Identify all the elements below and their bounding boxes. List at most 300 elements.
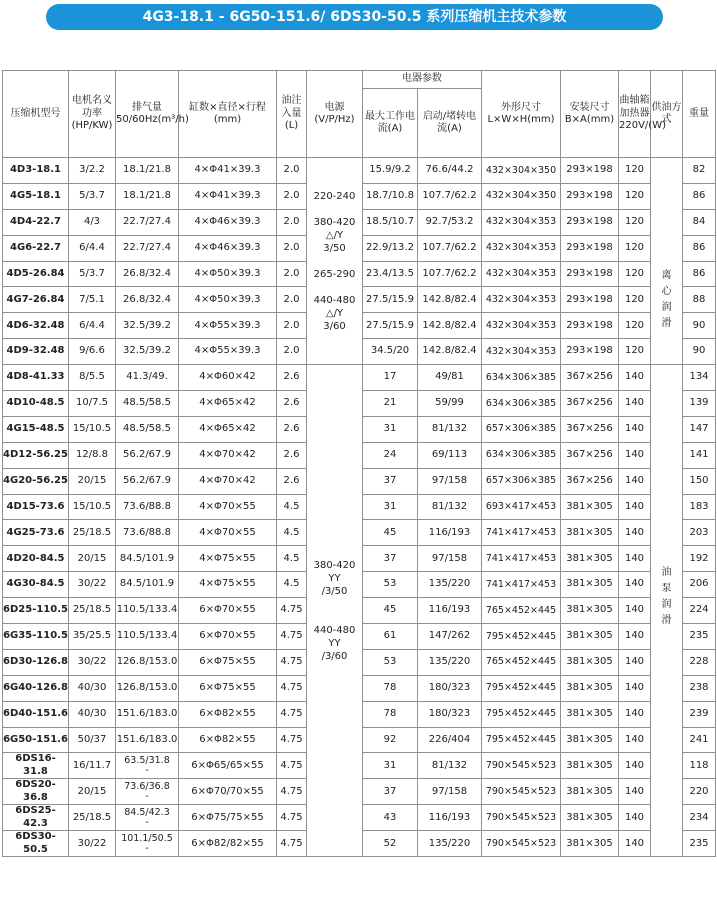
cell-weight: 220 bbox=[683, 779, 716, 805]
cell-max-current: 61 bbox=[363, 624, 418, 650]
cell-displacement: 84.5/101.9 bbox=[116, 546, 179, 572]
cell-mount: 381×305 bbox=[561, 649, 619, 675]
cell-start-current: 81/132 bbox=[418, 494, 482, 520]
cell-cylinders: 6×Φ82×55 bbox=[179, 727, 277, 753]
cell-weight: 235 bbox=[683, 624, 716, 650]
cell-weight: 241 bbox=[683, 727, 716, 753]
cell-dimensions: 657×306×385 bbox=[482, 468, 561, 494]
header-cylinders: 缸数×直径×行程(mm) bbox=[179, 71, 277, 158]
cell-motor-power: 50/37 bbox=[69, 727, 116, 753]
cell-start-current: 107.7/62.2 bbox=[418, 235, 482, 261]
cell-weight: 239 bbox=[683, 701, 716, 727]
cell-model: 4D3-18.1 bbox=[3, 158, 69, 184]
cell-motor-power: 4/3 bbox=[69, 209, 116, 235]
cell-mount: 381×305 bbox=[561, 624, 619, 650]
cell-weight: 134 bbox=[683, 365, 716, 391]
cell-oil-charge: 4.75 bbox=[277, 805, 307, 831]
cell-start-current: 180/323 bbox=[418, 675, 482, 701]
cell-cylinders: 6×Φ65/65×55 bbox=[179, 753, 277, 779]
cell-motor-power: 20/15 bbox=[69, 468, 116, 494]
cell-dimensions: 432×304×350 bbox=[482, 158, 561, 184]
cell-heater: 140 bbox=[619, 468, 651, 494]
cell-motor-power: 20/15 bbox=[69, 779, 116, 805]
cell-dimensions: 795×452×445 bbox=[482, 701, 561, 727]
cell-max-current: 27.5/15.9 bbox=[363, 287, 418, 313]
cell-oil-charge: 4.75 bbox=[277, 779, 307, 805]
header-model: 压缩机型号 bbox=[3, 71, 69, 158]
cell-heater: 140 bbox=[619, 624, 651, 650]
cell-dimensions: 795×452×445 bbox=[482, 624, 561, 650]
table-row bbox=[3, 365, 716, 391]
cell-dimensions: 432×304×350 bbox=[482, 183, 561, 209]
cell-heater: 140 bbox=[619, 598, 651, 624]
cell-motor-power: 6/4.4 bbox=[69, 313, 116, 339]
header-max-current: 最大工作电流(A) bbox=[363, 89, 418, 158]
cell-displacement-text: 101.1/50.5 - bbox=[121, 832, 173, 854]
cell-start-current: 142.8/82.4 bbox=[418, 339, 482, 365]
cell-motor-power: 3/2.2 bbox=[69, 158, 116, 184]
cell-max-current: 45 bbox=[363, 598, 418, 624]
cell-cylinders: 4×Φ50×39.3 bbox=[179, 261, 277, 287]
cell-power-supply: 220-240 380-420 △/Y 3/50 265-290 440-480 △/Y 3/60 bbox=[307, 158, 363, 365]
cell-motor-power: 15/10.5 bbox=[69, 416, 116, 442]
cell-dimensions: 693×417×453 bbox=[482, 494, 561, 520]
cell-model: 6DS16-31.8 bbox=[3, 753, 69, 779]
cell-heater: 140 bbox=[619, 831, 651, 857]
cell-dimensions: 790×545×523 bbox=[482, 779, 561, 805]
header-displacement: 排气量50/60Hz(m³/h) bbox=[116, 71, 179, 158]
cell-model: 6DS20-36.8 bbox=[3, 779, 69, 805]
cell-model: 4G15-48.5 bbox=[3, 416, 69, 442]
cell-max-current: 31 bbox=[363, 494, 418, 520]
cell-weight: 86 bbox=[683, 235, 716, 261]
cell-oil-charge: 4.75 bbox=[277, 701, 307, 727]
cell-displacement: 56.2/67.9 bbox=[116, 468, 179, 494]
cell-cylinders: 4×Φ70×55 bbox=[179, 520, 277, 546]
cell-cylinders: 4×Φ50×39.3 bbox=[179, 287, 277, 313]
cell-displacement bbox=[116, 831, 179, 857]
cell-motor-power: 40/30 bbox=[69, 701, 116, 727]
cell-cylinders: 6×Φ75/75×55 bbox=[179, 805, 277, 831]
cell-mount: 381×305 bbox=[561, 546, 619, 572]
header-power-supply: 电源(V/P/Hz) bbox=[307, 71, 363, 158]
cell-heater: 140 bbox=[619, 494, 651, 520]
cell-model: 6DS30-50.5 bbox=[3, 831, 69, 857]
title-banner: 4G3-18.1 - 6G50-151.6/ 6DS30-50.5 系列压缩机主技术参数 bbox=[46, 4, 663, 30]
cell-max-current: 24 bbox=[363, 442, 418, 468]
cell-model: 6D25-110.5 bbox=[3, 598, 69, 624]
cell-weight: 203 bbox=[683, 520, 716, 546]
cell-dimensions: 765×452×445 bbox=[482, 649, 561, 675]
cell-displacement: 22.7/27.4 bbox=[116, 235, 179, 261]
cell-displacement-text: 84.5/42.3 - bbox=[124, 806, 170, 828]
cell-max-current: 53 bbox=[363, 649, 418, 675]
cell-oil-charge: 4.75 bbox=[277, 675, 307, 701]
cell-oil-charge: 2.0 bbox=[277, 313, 307, 339]
cell-heater: 140 bbox=[619, 416, 651, 442]
cell-motor-power: 30/22 bbox=[69, 572, 116, 598]
cell-max-current: 78 bbox=[363, 675, 418, 701]
cell-max-current: 45 bbox=[363, 520, 418, 546]
header-weight: 重量 bbox=[683, 71, 716, 158]
oil-supply-text: 离心润滑 bbox=[661, 270, 672, 329]
cell-motor-power: 8/5.5 bbox=[69, 365, 116, 391]
cell-motor-power: 10/7.5 bbox=[69, 391, 116, 417]
cell-displacement: 22.7/27.4 bbox=[116, 209, 179, 235]
cell-start-current: 97/158 bbox=[418, 779, 482, 805]
cell-displacement: 151.6/183.0 bbox=[116, 701, 179, 727]
cell-weight: 150 bbox=[683, 468, 716, 494]
cell-oil-charge: 2.6 bbox=[277, 365, 307, 391]
cell-dimensions: 432×304×353 bbox=[482, 313, 561, 339]
cell-displacement: 73.6/88.8 bbox=[116, 520, 179, 546]
cell-max-current: 53 bbox=[363, 572, 418, 598]
cell-heater: 140 bbox=[619, 779, 651, 805]
cell-max-current: 92 bbox=[363, 727, 418, 753]
cell-displacement bbox=[116, 805, 179, 831]
header-start-current: 启动/堵转电流(A) bbox=[418, 89, 482, 158]
cell-max-current: 18.5/10.7 bbox=[363, 209, 418, 235]
cell-displacement: 18.1/21.8 bbox=[116, 183, 179, 209]
cell-oil-charge: 2.6 bbox=[277, 468, 307, 494]
cell-start-current: 135/220 bbox=[418, 572, 482, 598]
cell-heater: 140 bbox=[619, 442, 651, 468]
cell-cylinders: 4×Φ70×42 bbox=[179, 468, 277, 494]
cell-oil-charge: 2.6 bbox=[277, 442, 307, 468]
cell-displacement-text: 63.5/31.8 - bbox=[124, 754, 170, 776]
cell-max-current: 43 bbox=[363, 805, 418, 831]
cell-displacement: 32.5/39.2 bbox=[116, 313, 179, 339]
cell-motor-power: 5/3.7 bbox=[69, 261, 116, 287]
cell-cylinders: 4×Φ41×39.3 bbox=[179, 183, 277, 209]
cell-mount: 367×256 bbox=[561, 442, 619, 468]
cell-model: 4D8-41.33 bbox=[3, 365, 69, 391]
cell-mount: 367×256 bbox=[561, 365, 619, 391]
cell-heater: 120 bbox=[619, 209, 651, 235]
cell-displacement-text: 73.6/36.8 - bbox=[124, 780, 170, 802]
header-motor-power: 电机名义功率(HP/KW) bbox=[69, 71, 116, 158]
cell-mount: 381×305 bbox=[561, 572, 619, 598]
cell-weight: 224 bbox=[683, 598, 716, 624]
cell-heater: 140 bbox=[619, 727, 651, 753]
cell-displacement: 48.5/58.5 bbox=[116, 391, 179, 417]
cell-dimensions: 790×545×523 bbox=[482, 831, 561, 857]
cell-heater: 140 bbox=[619, 572, 651, 598]
cell-motor-power: 16/11.7 bbox=[69, 753, 116, 779]
cell-weight: 90 bbox=[683, 313, 716, 339]
cell-mount: 381×305 bbox=[561, 675, 619, 701]
cell-dimensions: 432×304×353 bbox=[482, 287, 561, 313]
cell-heater: 140 bbox=[619, 805, 651, 831]
cell-dimensions: 795×452×445 bbox=[482, 675, 561, 701]
cell-displacement: 41.3/49. bbox=[116, 365, 179, 391]
cell-model: 6D40-151.6 bbox=[3, 701, 69, 727]
cell-mount: 293×198 bbox=[561, 235, 619, 261]
cell-displacement: 56.2/67.9 bbox=[116, 442, 179, 468]
cell-dimensions: 790×545×523 bbox=[482, 753, 561, 779]
cell-oil-charge: 4.75 bbox=[277, 753, 307, 779]
cell-cylinders: 4×Φ65×42 bbox=[179, 391, 277, 417]
cell-mount: 381×305 bbox=[561, 494, 619, 520]
cell-displacement: 32.5/39.2 bbox=[116, 339, 179, 365]
cell-motor-power: 40/30 bbox=[69, 675, 116, 701]
cell-heater: 140 bbox=[619, 701, 651, 727]
cell-motor-power: 20/15 bbox=[69, 546, 116, 572]
cell-mount: 293×198 bbox=[561, 209, 619, 235]
cell-model: 4D6-32.48 bbox=[3, 313, 69, 339]
cell-power-supply: 380-420 YY /3/50 440-480 YY /3/60 bbox=[307, 365, 363, 857]
cell-motor-power: 9/6.6 bbox=[69, 339, 116, 365]
cell-start-current: 107.7/62.2 bbox=[418, 183, 482, 209]
cell-displacement bbox=[116, 779, 179, 805]
cell-max-current: 31 bbox=[363, 416, 418, 442]
cell-start-current: 81/132 bbox=[418, 416, 482, 442]
header-mount: 安装尺寸B×A(mm) bbox=[561, 71, 619, 158]
cell-cylinders: 4×Φ75×55 bbox=[179, 546, 277, 572]
cell-oil-charge: 2.0 bbox=[277, 158, 307, 184]
cell-cylinders: 4×Φ41×39.3 bbox=[179, 158, 277, 184]
cell-model: 4G20-56.25 bbox=[3, 468, 69, 494]
cell-mount: 381×305 bbox=[561, 753, 619, 779]
cell-mount: 381×305 bbox=[561, 805, 619, 831]
cell-start-current: 135/220 bbox=[418, 649, 482, 675]
cell-heater: 140 bbox=[619, 546, 651, 572]
cell-mount: 367×256 bbox=[561, 468, 619, 494]
cell-start-current: 116/193 bbox=[418, 598, 482, 624]
cell-oil-charge: 4.5 bbox=[277, 572, 307, 598]
cell-model: 4G25-73.6 bbox=[3, 520, 69, 546]
cell-mount: 293×198 bbox=[561, 339, 619, 365]
cell-heater: 120 bbox=[619, 261, 651, 287]
cell-max-current: 37 bbox=[363, 779, 418, 805]
cell-dimensions: 657×306×385 bbox=[482, 416, 561, 442]
cell-displacement: 48.5/58.5 bbox=[116, 416, 179, 442]
cell-dimensions: 432×304×353 bbox=[482, 209, 561, 235]
cell-weight: 183 bbox=[683, 494, 716, 520]
cell-cylinders: 6×Φ70/70×55 bbox=[179, 779, 277, 805]
cell-max-current: 78 bbox=[363, 701, 418, 727]
cell-weight: 139 bbox=[683, 391, 716, 417]
cell-start-current: 142.8/82.4 bbox=[418, 287, 482, 313]
cell-cylinders: 6×Φ75×55 bbox=[179, 675, 277, 701]
cell-heater: 140 bbox=[619, 365, 651, 391]
header-oil-charge: 油注入量(L) bbox=[277, 71, 307, 158]
cell-start-current: 180/323 bbox=[418, 701, 482, 727]
cell-displacement: 26.8/32.4 bbox=[116, 287, 179, 313]
cell-cylinders: 4×Φ46×39.3 bbox=[179, 235, 277, 261]
cell-oil-charge: 4.5 bbox=[277, 546, 307, 572]
cell-oil-charge: 2.6 bbox=[277, 391, 307, 417]
cell-max-current: 23.4/13.5 bbox=[363, 261, 418, 287]
cell-cylinders: 6×Φ82/82×55 bbox=[179, 831, 277, 857]
cell-start-current: 69/113 bbox=[418, 442, 482, 468]
cell-mount: 293×198 bbox=[561, 287, 619, 313]
cell-max-current: 34.5/20 bbox=[363, 339, 418, 365]
cell-dimensions: 634×306×385 bbox=[482, 391, 561, 417]
cell-weight: 90 bbox=[683, 339, 716, 365]
cell-displacement: 126.8/153.0 bbox=[116, 649, 179, 675]
cell-model: 4D5-26.84 bbox=[3, 261, 69, 287]
header-heater: 曲轴箱加热器220V/(W) bbox=[619, 71, 651, 158]
cell-model: 4D15-73.6 bbox=[3, 494, 69, 520]
cell-mount: 293×198 bbox=[561, 158, 619, 184]
cell-cylinders: 4×Φ60×42 bbox=[179, 365, 277, 391]
cell-model: 6G35-110.5 bbox=[3, 624, 69, 650]
cell-displacement: 110.5/133.4 bbox=[116, 598, 179, 624]
cell-oil-charge: 4.75 bbox=[277, 598, 307, 624]
cell-max-current: 37 bbox=[363, 468, 418, 494]
oil-supply-text: 油泵润滑 bbox=[661, 567, 672, 627]
cell-heater: 120 bbox=[619, 235, 651, 261]
cell-motor-power: 7/5.1 bbox=[69, 287, 116, 313]
cell-weight: 82 bbox=[683, 158, 716, 184]
cell-dimensions: 634×306×385 bbox=[482, 365, 561, 391]
cell-oil-charge: 4.75 bbox=[277, 649, 307, 675]
cell-max-current: 17 bbox=[363, 365, 418, 391]
cell-motor-power: 30/22 bbox=[69, 831, 116, 857]
cell-motor-power: 6/4.4 bbox=[69, 235, 116, 261]
cell-cylinders: 6×Φ70×55 bbox=[179, 624, 277, 650]
cell-heater: 120 bbox=[619, 287, 651, 313]
cell-weight: 147 bbox=[683, 416, 716, 442]
cell-heater: 140 bbox=[619, 391, 651, 417]
cell-weight: 234 bbox=[683, 805, 716, 831]
cell-oil-charge: 4.5 bbox=[277, 520, 307, 546]
cell-dimensions: 741×417×453 bbox=[482, 546, 561, 572]
cell-dimensions: 432×304×353 bbox=[482, 235, 561, 261]
cell-cylinders: 4×Φ65×42 bbox=[179, 416, 277, 442]
cell-dimensions: 634×306×385 bbox=[482, 442, 561, 468]
cell-mount: 367×256 bbox=[561, 391, 619, 417]
cell-dimensions: 741×417×453 bbox=[482, 572, 561, 598]
cell-oil-charge: 4.5 bbox=[277, 494, 307, 520]
cell-weight: 228 bbox=[683, 649, 716, 675]
cell-weight: 238 bbox=[683, 675, 716, 701]
cell-mount: 381×305 bbox=[561, 701, 619, 727]
cell-oil-charge: 2.0 bbox=[277, 235, 307, 261]
cell-model: 6G40-126.8 bbox=[3, 675, 69, 701]
cell-start-current: 116/193 bbox=[418, 520, 482, 546]
cell-model: 4D9-32.48 bbox=[3, 339, 69, 365]
cell-mount: 381×305 bbox=[561, 598, 619, 624]
cell-model: 4G6-22.7 bbox=[3, 235, 69, 261]
cell-model: 4G5-18.1 bbox=[3, 183, 69, 209]
cell-dimensions: 432×304×353 bbox=[482, 339, 561, 365]
cell-start-current: 97/158 bbox=[418, 546, 482, 572]
cell-dimensions: 741×417×453 bbox=[482, 520, 561, 546]
cell-mount: 367×256 bbox=[561, 416, 619, 442]
cell-cylinders: 4×Φ70×42 bbox=[179, 442, 277, 468]
cell-heater: 140 bbox=[619, 675, 651, 701]
cell-dimensions: 765×452×445 bbox=[482, 598, 561, 624]
cell-displacement: 18.1/21.8 bbox=[116, 158, 179, 184]
cell-motor-power: 25/18.5 bbox=[69, 520, 116, 546]
cell-motor-power: 5/3.7 bbox=[69, 183, 116, 209]
cell-motor-power: 30/22 bbox=[69, 649, 116, 675]
cell-max-current: 37 bbox=[363, 546, 418, 572]
cell-oil-charge: 2.0 bbox=[277, 209, 307, 235]
cell-heater: 120 bbox=[619, 183, 651, 209]
cell-cylinders: 4×Φ55×39.3 bbox=[179, 313, 277, 339]
cell-heater: 120 bbox=[619, 313, 651, 339]
cell-start-current: 81/132 bbox=[418, 753, 482, 779]
cell-oil-charge: 2.6 bbox=[277, 416, 307, 442]
cell-start-current: 97/158 bbox=[418, 468, 482, 494]
cell-mount: 381×305 bbox=[561, 520, 619, 546]
cell-start-current: 59/99 bbox=[418, 391, 482, 417]
cell-model: 6DS25-42.3 bbox=[3, 805, 69, 831]
cell-motor-power: 15/10.5 bbox=[69, 494, 116, 520]
cell-mount: 381×305 bbox=[561, 727, 619, 753]
cell-heater: 120 bbox=[619, 339, 651, 365]
cell-start-current: 142.8/82.4 bbox=[418, 313, 482, 339]
cell-model: 4D4-22.7 bbox=[3, 209, 69, 235]
cell-heater: 140 bbox=[619, 753, 651, 779]
cell-cylinders: 4×Φ75×55 bbox=[179, 572, 277, 598]
cell-displacement: 126.8/153.0 bbox=[116, 675, 179, 701]
cell-max-current: 15.9/9.2 bbox=[363, 158, 418, 184]
header-oil-supply: 供油方式 bbox=[651, 71, 683, 158]
cell-weight: 86 bbox=[683, 183, 716, 209]
cell-start-current: 49/81 bbox=[418, 365, 482, 391]
cell-model: 4G7-26.84 bbox=[3, 287, 69, 313]
cell-weight: 118 bbox=[683, 753, 716, 779]
cell-weight: 192 bbox=[683, 546, 716, 572]
cell-weight: 88 bbox=[683, 287, 716, 313]
header-electrical: 电器参数 bbox=[363, 71, 482, 89]
cell-motor-power: 25/18.5 bbox=[69, 598, 116, 624]
cell-oil-charge: 2.0 bbox=[277, 261, 307, 287]
cell-oil-supply bbox=[651, 158, 683, 365]
cell-cylinders: 6×Φ70×55 bbox=[179, 598, 277, 624]
cell-cylinders: 6×Φ75×55 bbox=[179, 649, 277, 675]
cell-oil-charge: 2.0 bbox=[277, 339, 307, 365]
cell-cylinders: 4×Φ55×39.3 bbox=[179, 339, 277, 365]
cell-dimensions: 790×545×523 bbox=[482, 805, 561, 831]
cell-max-current: 31 bbox=[363, 753, 418, 779]
cell-weight: 235 bbox=[683, 831, 716, 857]
spec-table bbox=[2, 70, 716, 857]
cell-displacement: 110.5/133.4 bbox=[116, 624, 179, 650]
cell-start-current: 135/220 bbox=[418, 831, 482, 857]
cell-start-current: 107.7/62.2 bbox=[418, 261, 482, 287]
cell-start-current: 147/262 bbox=[418, 624, 482, 650]
cell-model: 4D12-56.25 bbox=[3, 442, 69, 468]
cell-displacement bbox=[116, 753, 179, 779]
cell-model: 4G30-84.5 bbox=[3, 572, 69, 598]
cell-oil-charge: 4.75 bbox=[277, 831, 307, 857]
cell-start-current: 76.6/44.2 bbox=[418, 158, 482, 184]
cell-mount: 381×305 bbox=[561, 779, 619, 805]
cell-max-current: 18.7/10.8 bbox=[363, 183, 418, 209]
cell-weight: 141 bbox=[683, 442, 716, 468]
cell-displacement: 26.8/32.4 bbox=[116, 261, 179, 287]
cell-dimensions: 795×452×445 bbox=[482, 727, 561, 753]
cell-displacement: 84.5/101.9 bbox=[116, 572, 179, 598]
cell-model: 4D20-84.5 bbox=[3, 546, 69, 572]
cell-max-current: 21 bbox=[363, 391, 418, 417]
cell-oil-charge: 2.0 bbox=[277, 287, 307, 313]
cell-mount: 293×198 bbox=[561, 261, 619, 287]
cell-cylinders: 4×Φ46×39.3 bbox=[179, 209, 277, 235]
header-dimensions: 外形尺寸L×W×H(mm) bbox=[482, 71, 561, 158]
cell-heater: 140 bbox=[619, 649, 651, 675]
cell-oil-supply bbox=[651, 365, 683, 857]
cell-max-current: 52 bbox=[363, 831, 418, 857]
cell-model: 6D30-126.8 bbox=[3, 649, 69, 675]
cell-oil-charge: 4.75 bbox=[277, 727, 307, 753]
cell-motor-power: 35/25.5 bbox=[69, 624, 116, 650]
